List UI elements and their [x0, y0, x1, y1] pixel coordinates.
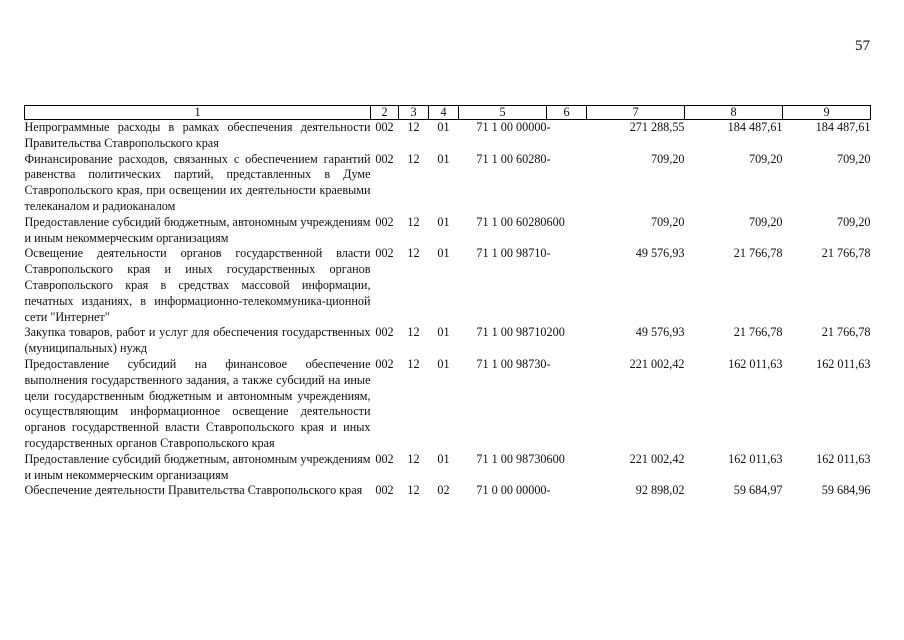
row-expense-type: -	[546, 151, 551, 166]
row-amount-col9: 21 766,78	[821, 246, 871, 261]
row-name: Предоставление субсидий бюджетным, автономным учреждениям и иным некоммерческим организациям	[24, 451, 371, 482]
row-name: Закупка товаров, работ и услуг для обеспечения государственных (муниципальных) нужд	[24, 325, 371, 356]
row-amount-col8: 21 766,78	[733, 325, 783, 340]
row-amount-col9: 709,20	[836, 151, 871, 166]
row-target-article: 71 0 00 00000	[476, 483, 547, 498]
header-row	[25, 106, 871, 120]
row-subsection: 01	[437, 325, 450, 340]
row-amount-col7: 221 002,42	[629, 451, 685, 466]
table-row	[25, 246, 871, 325]
budget-table	[24, 105, 871, 499]
row-amount-col9: 21 766,78	[821, 325, 871, 340]
row-name: Непрограммные расходы в рамках обеспечения деятельности Правительства Ставропольского края	[24, 120, 371, 150]
row-amount-col7: 709,20	[650, 151, 685, 166]
row-section: 12	[407, 483, 420, 498]
row-expense-type: 200	[546, 325, 565, 340]
row-ministry-code: 002	[375, 356, 394, 371]
row-expense-type: -	[546, 356, 551, 371]
row-amount-col8: 162 011,63	[728, 356, 783, 371]
row-amount-col9: 709,20	[836, 214, 871, 229]
row-expense-type: -	[546, 120, 551, 134]
row-target-article: 71 1 00 98710	[476, 325, 547, 340]
row-section: 12	[407, 325, 420, 340]
row-amount-col8: 21 766,78	[733, 246, 783, 261]
row-amount-col8: 709,20	[748, 151, 783, 166]
row-name: Освещение деятельности органов государственной власти Ставропольского края и иных государственных органов Ставропольского края в средствах массовой информации, печатных изданиях, в информационно-телекоммуника-ционной сети "Интернет"	[24, 246, 371, 324]
row-section: 12	[407, 151, 420, 166]
row-amount-col8: 59 684,97	[733, 483, 783, 498]
row-section: 12	[407, 356, 420, 371]
table-row	[25, 357, 871, 452]
row-amount-col7: 709,20	[650, 214, 685, 229]
row-target-article: 71 1 00 98730	[476, 356, 547, 371]
row-name: Предоставление субсидий бюджетным, автономным учреждениям и иным некоммерческим организациям	[24, 214, 371, 245]
header-col-7: 7	[587, 106, 685, 120]
row-name: Предоставление субсидий на финансовое обеспечение выполнения государственного задания, а также субсидий на иные цели государственным бюджетным и автономным учреждениям, осуществляющим информационное освещение деятельности органов государственной власти Ставропольского края и иных государственных органов Ставропольского края	[24, 356, 371, 450]
row-name: Финансирование расходов, связанных с обеспечением гарантий равенства политических партий, представленных в Думе Ставропольского края, при освещении их деятельности краевыми телеканалом и радиоканалом	[24, 151, 371, 213]
row-amount-col7: 221 002,42	[629, 356, 685, 371]
table-row	[25, 483, 871, 499]
table-row	[25, 215, 871, 247]
row-amount-col9: 162 011,63	[816, 451, 871, 466]
row-subsection: 01	[437, 120, 450, 134]
table-header	[25, 106, 871, 120]
row-section: 12	[407, 214, 420, 229]
row-subsection: 01	[437, 214, 450, 229]
header-col-3: 3	[399, 106, 429, 120]
row-amount-col8: 709,20	[748, 214, 783, 229]
row-subsection: 01	[437, 246, 450, 261]
row-amount-col8: 162 011,63	[728, 451, 783, 466]
row-expense-type: 600	[546, 214, 565, 229]
table-row	[25, 152, 871, 215]
page-number: 57	[855, 38, 870, 54]
row-amount-col8: 184 487,61	[727, 120, 783, 134]
row-ministry-code: 002	[375, 483, 394, 498]
row-subsection: 02	[437, 483, 450, 498]
row-amount-col9: 162 011,63	[816, 356, 871, 371]
row-amount-col7: 92 898,02	[635, 483, 685, 498]
row-expense-type: -	[546, 246, 551, 261]
row-ministry-code: 002	[375, 246, 394, 261]
row-target-article: 71 1 00 98730	[476, 451, 547, 466]
table-body	[25, 120, 871, 500]
row-target-article: 71 1 00 00000	[476, 120, 547, 134]
table-row	[25, 452, 871, 484]
row-target-article: 71 1 00 60280	[476, 151, 547, 166]
row-amount-col7: 271 288,55	[629, 120, 685, 134]
row-subsection: 01	[437, 151, 450, 166]
row-expense-type: 600	[546, 451, 565, 466]
row-name: Обеспечение деятельности Правительства Ставропольского края	[24, 483, 363, 498]
row-expense-type: -	[546, 483, 551, 498]
row-amount-col9: 59 684,96	[821, 483, 871, 498]
header-col-8: 8	[685, 106, 783, 120]
row-section: 12	[407, 451, 420, 466]
row-target-article: 71 1 00 60280	[476, 214, 547, 229]
row-target-article: 71 1 00 98710	[476, 246, 547, 261]
header-col-2: 2	[371, 106, 399, 120]
header-col-1: 1	[25, 106, 371, 120]
row-ministry-code: 002	[375, 120, 394, 134]
row-subsection: 01	[437, 451, 450, 466]
row-subsection: 01	[437, 356, 450, 371]
row-ministry-code: 002	[375, 214, 394, 229]
table-row	[25, 120, 871, 152]
header-col-4: 4	[429, 106, 459, 120]
row-ministry-code: 002	[375, 325, 394, 340]
row-amount-col7: 49 576,93	[635, 325, 685, 340]
row-section: 12	[407, 120, 420, 134]
table-row	[25, 325, 871, 357]
header-col-6: 6	[547, 106, 587, 120]
row-section: 12	[407, 246, 420, 261]
row-amount-col7: 49 576,93	[635, 246, 685, 261]
row-amount-col9: 184 487,61	[815, 120, 871, 134]
row-ministry-code: 002	[375, 151, 394, 166]
header-col-5: 5	[459, 106, 547, 120]
row-ministry-code: 002	[375, 451, 394, 466]
header-col-9: 9	[783, 106, 871, 120]
